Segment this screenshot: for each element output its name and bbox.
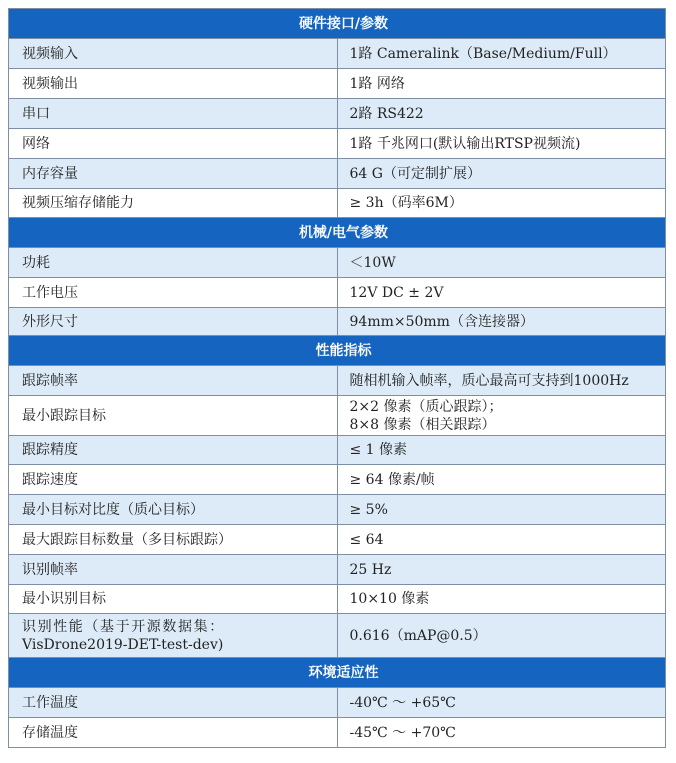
table-row (9, 688, 666, 718)
table-row (9, 396, 666, 436)
spec-label-line: 识别性能（基于开源数据集： (22, 618, 225, 635)
table-row (9, 495, 666, 525)
spec-value: 1路 Cameralink（Base/Medium/Full） (337, 39, 666, 69)
spec-value: 随相机输入帧率，质心最高可支持到1000Hz (337, 366, 666, 396)
table-row (9, 129, 666, 159)
spec-label: 外形尺寸 (9, 308, 338, 336)
spec-value: 12V DC ± 2V (337, 278, 666, 308)
spec-value (337, 396, 666, 436)
spec-value-line: 2×2 像素（质心跟踪）； (349, 398, 503, 415)
spec-label (9, 614, 338, 658)
section-header-performance (9, 336, 666, 366)
spec-label: 串口 (9, 99, 338, 129)
spec-value: 25 Hz (337, 555, 666, 585)
spec-value: ≥ 3h（码率6M） (337, 189, 666, 218)
spec-label: 识别帧率 (9, 555, 338, 585)
table-row (9, 159, 666, 189)
spec-label: 网络 (9, 129, 338, 159)
table-row (9, 718, 666, 748)
spec-value: ≥ 64 像素/帧 (337, 465, 666, 495)
table-row (9, 436, 666, 465)
table-row (9, 525, 666, 555)
spec-label: 视频输入 (9, 39, 338, 69)
spec-label: 工作温度 (9, 688, 338, 718)
spec-value: 0.616（mAP@0.5） (337, 614, 666, 658)
spec-label: 视频输出 (9, 69, 338, 99)
spec-label: 最小跟踪目标 (9, 396, 338, 436)
spec-label: 内存容量 (9, 159, 338, 189)
spec-label: 存储温度 (9, 718, 338, 748)
spec-value: 94mm×50mm（含连接器） (337, 308, 666, 336)
spec-value: 10×10 像素 (337, 585, 666, 614)
spec-value-line: 8×8 像素（相关跟踪） (349, 416, 496, 433)
table-row (9, 585, 666, 614)
spec-value: ≤ 1 像素 (337, 436, 666, 465)
section-header-hardware (9, 9, 666, 39)
table-row (9, 39, 666, 69)
table-row (9, 69, 666, 99)
spec-label: 最小目标对比度（质心目标） (9, 495, 338, 525)
table-row (9, 248, 666, 278)
section-header-environment (9, 658, 666, 688)
table-row (9, 465, 666, 495)
spec-value: 1路 网络 (337, 69, 666, 99)
table-row (9, 555, 666, 585)
spec-label: 最大跟踪目标数量（多目标跟踪） (9, 525, 338, 555)
spec-value: 64 G（可定制扩展） (337, 159, 666, 189)
table-row (9, 308, 666, 336)
table-row (9, 189, 666, 218)
spec-label: 跟踪精度 (9, 436, 338, 465)
spec-value: ＜10W (337, 248, 666, 278)
table-row (9, 278, 666, 308)
section-header-mechanical (9, 218, 666, 248)
section-title: 机械/电气参数 (9, 218, 666, 248)
section-title: 性能指标 (9, 336, 666, 366)
spec-value: 2路 RS422 (337, 99, 666, 129)
table-row (9, 614, 666, 658)
section-title: 环境适应性 (9, 658, 666, 688)
spec-table (8, 8, 666, 748)
spec-value: ≤ 64 (337, 525, 666, 555)
spec-value: -40℃ ～ +65℃ (337, 688, 666, 718)
spec-value: -45℃ ～ +70℃ (337, 718, 666, 748)
section-title: 硬件接口/参数 (9, 9, 666, 39)
spec-value: ≥ 5% (337, 495, 666, 525)
spec-label: 工作电压 (9, 278, 338, 308)
table-row (9, 366, 666, 396)
spec-label: 视频压缩存储能力 (9, 189, 338, 218)
spec-value: 1路 千兆网口(默认输出RTSP视频流) (337, 129, 666, 159)
spec-label: 功耗 (9, 248, 338, 278)
spec-label: 跟踪帧率 (9, 366, 338, 396)
spec-label-line: VisDrone2019-DET-test-dev) (22, 636, 224, 653)
spec-label: 最小识别目标 (9, 585, 338, 614)
spec-label: 跟踪速度 (9, 465, 338, 495)
table-row (9, 99, 666, 129)
